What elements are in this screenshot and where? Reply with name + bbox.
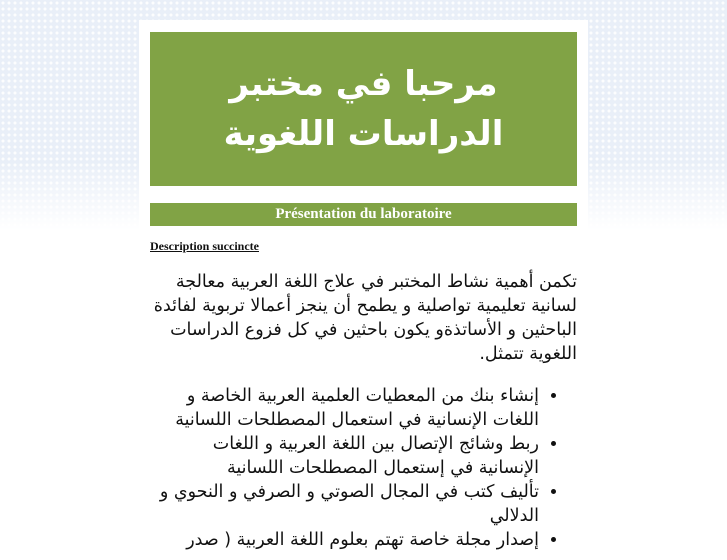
list-item: • إصدار مجلة خاصة تهتم بعلوم اللغة العربية ( صدر	[150, 528, 539, 552]
content-page	[139, 20, 588, 560]
intro-paragraph: تكمن أهمية نشاط المختبر في علاج اللغة العربية معالجة لسانية تعليمية تواصلية و يطمح أن ينجز أعمالا تربوية لفائدة الباحثين و الأساتذةو يكون باحثين في كل فزوع الدراسات اللغوية تتمثل.	[153, 272, 577, 364]
list-item: • إنشاء بنك من المعطيات العلمية العربية الخاصة و اللغات الإنسانية في استعمال المصطلحات اللسانية	[150, 384, 539, 432]
section-title-bar: Présentation du laboratoire	[150, 203, 577, 226]
list-item: • ربط وشائج الإتصال بين اللغة العربية و اللغات الإنسانية في إستعمال المصطلحات اللسانية	[150, 432, 539, 480]
banner-title: مرحبا في مختبر الدراسات اللغوية	[223, 64, 504, 154]
goals-list	[150, 384, 577, 552]
welcome-banner	[150, 32, 577, 186]
list-item: • تأليف كتب في المجال الصوتي و الصرفي و النحوي و الدلالي	[150, 480, 539, 528]
description-heading: Description succincte	[150, 239, 259, 253]
